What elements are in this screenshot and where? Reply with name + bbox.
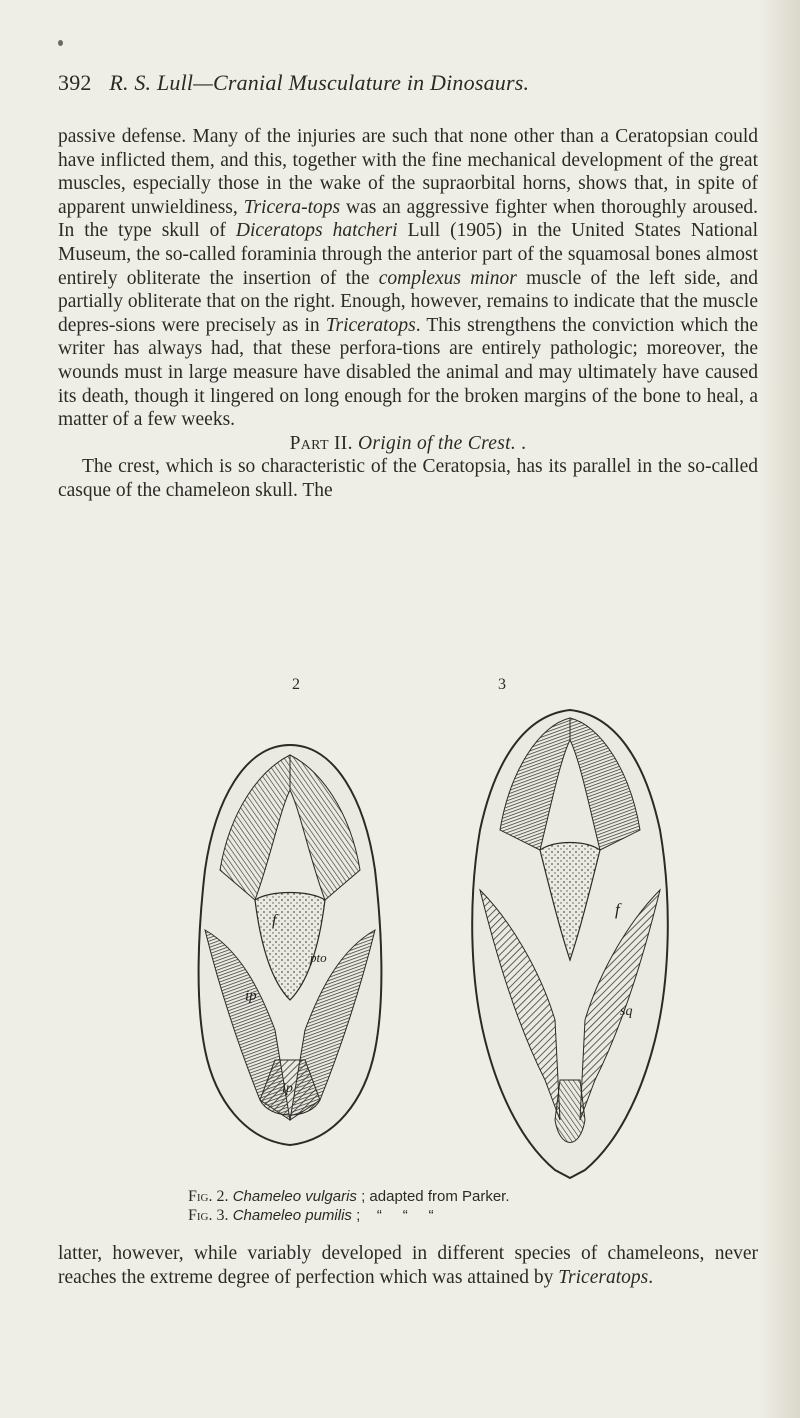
print-speck — [58, 40, 63, 46]
fig3-casque — [555, 1080, 585, 1143]
page-edge-shadow — [760, 0, 800, 1418]
caption-fig3-source: ; “ “ “ — [351, 1207, 434, 1224]
caption-fig2-label: Fig. 2. — [188, 1188, 229, 1205]
text-run: was an aggressive fighter when thoroughly aroused. In the type skull of — [58, 196, 758, 242]
fig2-label-ip-lower: ip — [282, 1081, 293, 1096]
italic-run: Tricera-tops — [243, 196, 341, 218]
text-run: Lull (1905) in the United States National Museum, the so-called foraminia through the anterior part of the squamosal bones almost entirely obliterate the insertion of the — [58, 220, 759, 289]
caption-fig3-label: Fig. 3. — [188, 1207, 229, 1224]
page-number: 392 — [58, 70, 92, 95]
italic-run: complexus minor — [378, 267, 517, 289]
paragraph-3 — [58, 1242, 758, 1289]
text-run: muscle of the left side, and partially obliterate that on the right. Enough, however, remains to indicate that the muscle depres-sions were precisely as in — [58, 267, 758, 336]
caption-fig3-species: Chameleo pumilis — [232, 1207, 352, 1224]
part-title: Origin of the Crest. — [357, 432, 516, 454]
caption-fig2-species: Chameleo vulgaris — [232, 1188, 357, 1205]
running-head — [58, 70, 758, 96]
caption-fig2 — [188, 1187, 728, 1206]
figure-number-3: 3 — [498, 676, 506, 693]
body-text — [58, 125, 758, 503]
caption-fig3 — [188, 1206, 728, 1225]
fig2-label-ip: ip — [245, 988, 257, 1004]
text-run: latter, however, while variably developed in different species of chameleons, never reaches the extreme degree of perfection which was attained by — [58, 1243, 758, 1288]
running-title: R. S. Lull—Cranial Musculature in Dinosaurs. — [109, 70, 530, 95]
part-trailing: . — [516, 432, 527, 454]
figure-number-2: 2 — [292, 676, 300, 693]
fig2-label-pto: pto — [310, 950, 327, 965]
chameleon-skull-figures — [160, 700, 700, 1180]
caption-fig2-source: ; adapted from Parker. — [356, 1188, 510, 1205]
fig3-skull — [472, 710, 668, 1178]
italic-run: Triceratops — [558, 1266, 649, 1288]
paragraph-2: The crest, which is so characteristic of the Ceratopsia, has its parallel in the so-called casque of the chameleon skull. The — [58, 456, 758, 501]
italic-run: Triceratops — [325, 314, 416, 336]
paragraph-1 — [58, 125, 758, 432]
text-run: passive defense. Many of the injuries are such that none other than a Ceratopsian could have inflicted them, and this, together with the fine mechanical development of the great muscles, especially those in the wake of the supraorbital horns, shows that, in spite of apparent unwieldiness, — [58, 126, 758, 218]
closing-text — [58, 1242, 758, 1289]
text-run: . — [648, 1266, 654, 1288]
part-heading — [58, 432, 758, 456]
italic-run: Diceratops hatcheri — [235, 220, 398, 242]
fig3-label-sq: sq — [620, 1004, 633, 1019]
text-run: . This strengthens the conviction which the writer has always had, that these perfora-tions are entirely pathologic; moreover, the wounds must in large measure have disabled the animal and may ultimately have caused its death, though it lingered on long enough for the broken margins of the bone to heal, a matter of a few weeks. — [58, 314, 758, 431]
figure-captions — [188, 1187, 728, 1225]
fig2-label-f: f — [272, 912, 277, 929]
fig2-skull — [199, 745, 382, 1145]
fig3-label-f: f — [615, 900, 620, 919]
part-label: Part II. — [289, 432, 353, 454]
